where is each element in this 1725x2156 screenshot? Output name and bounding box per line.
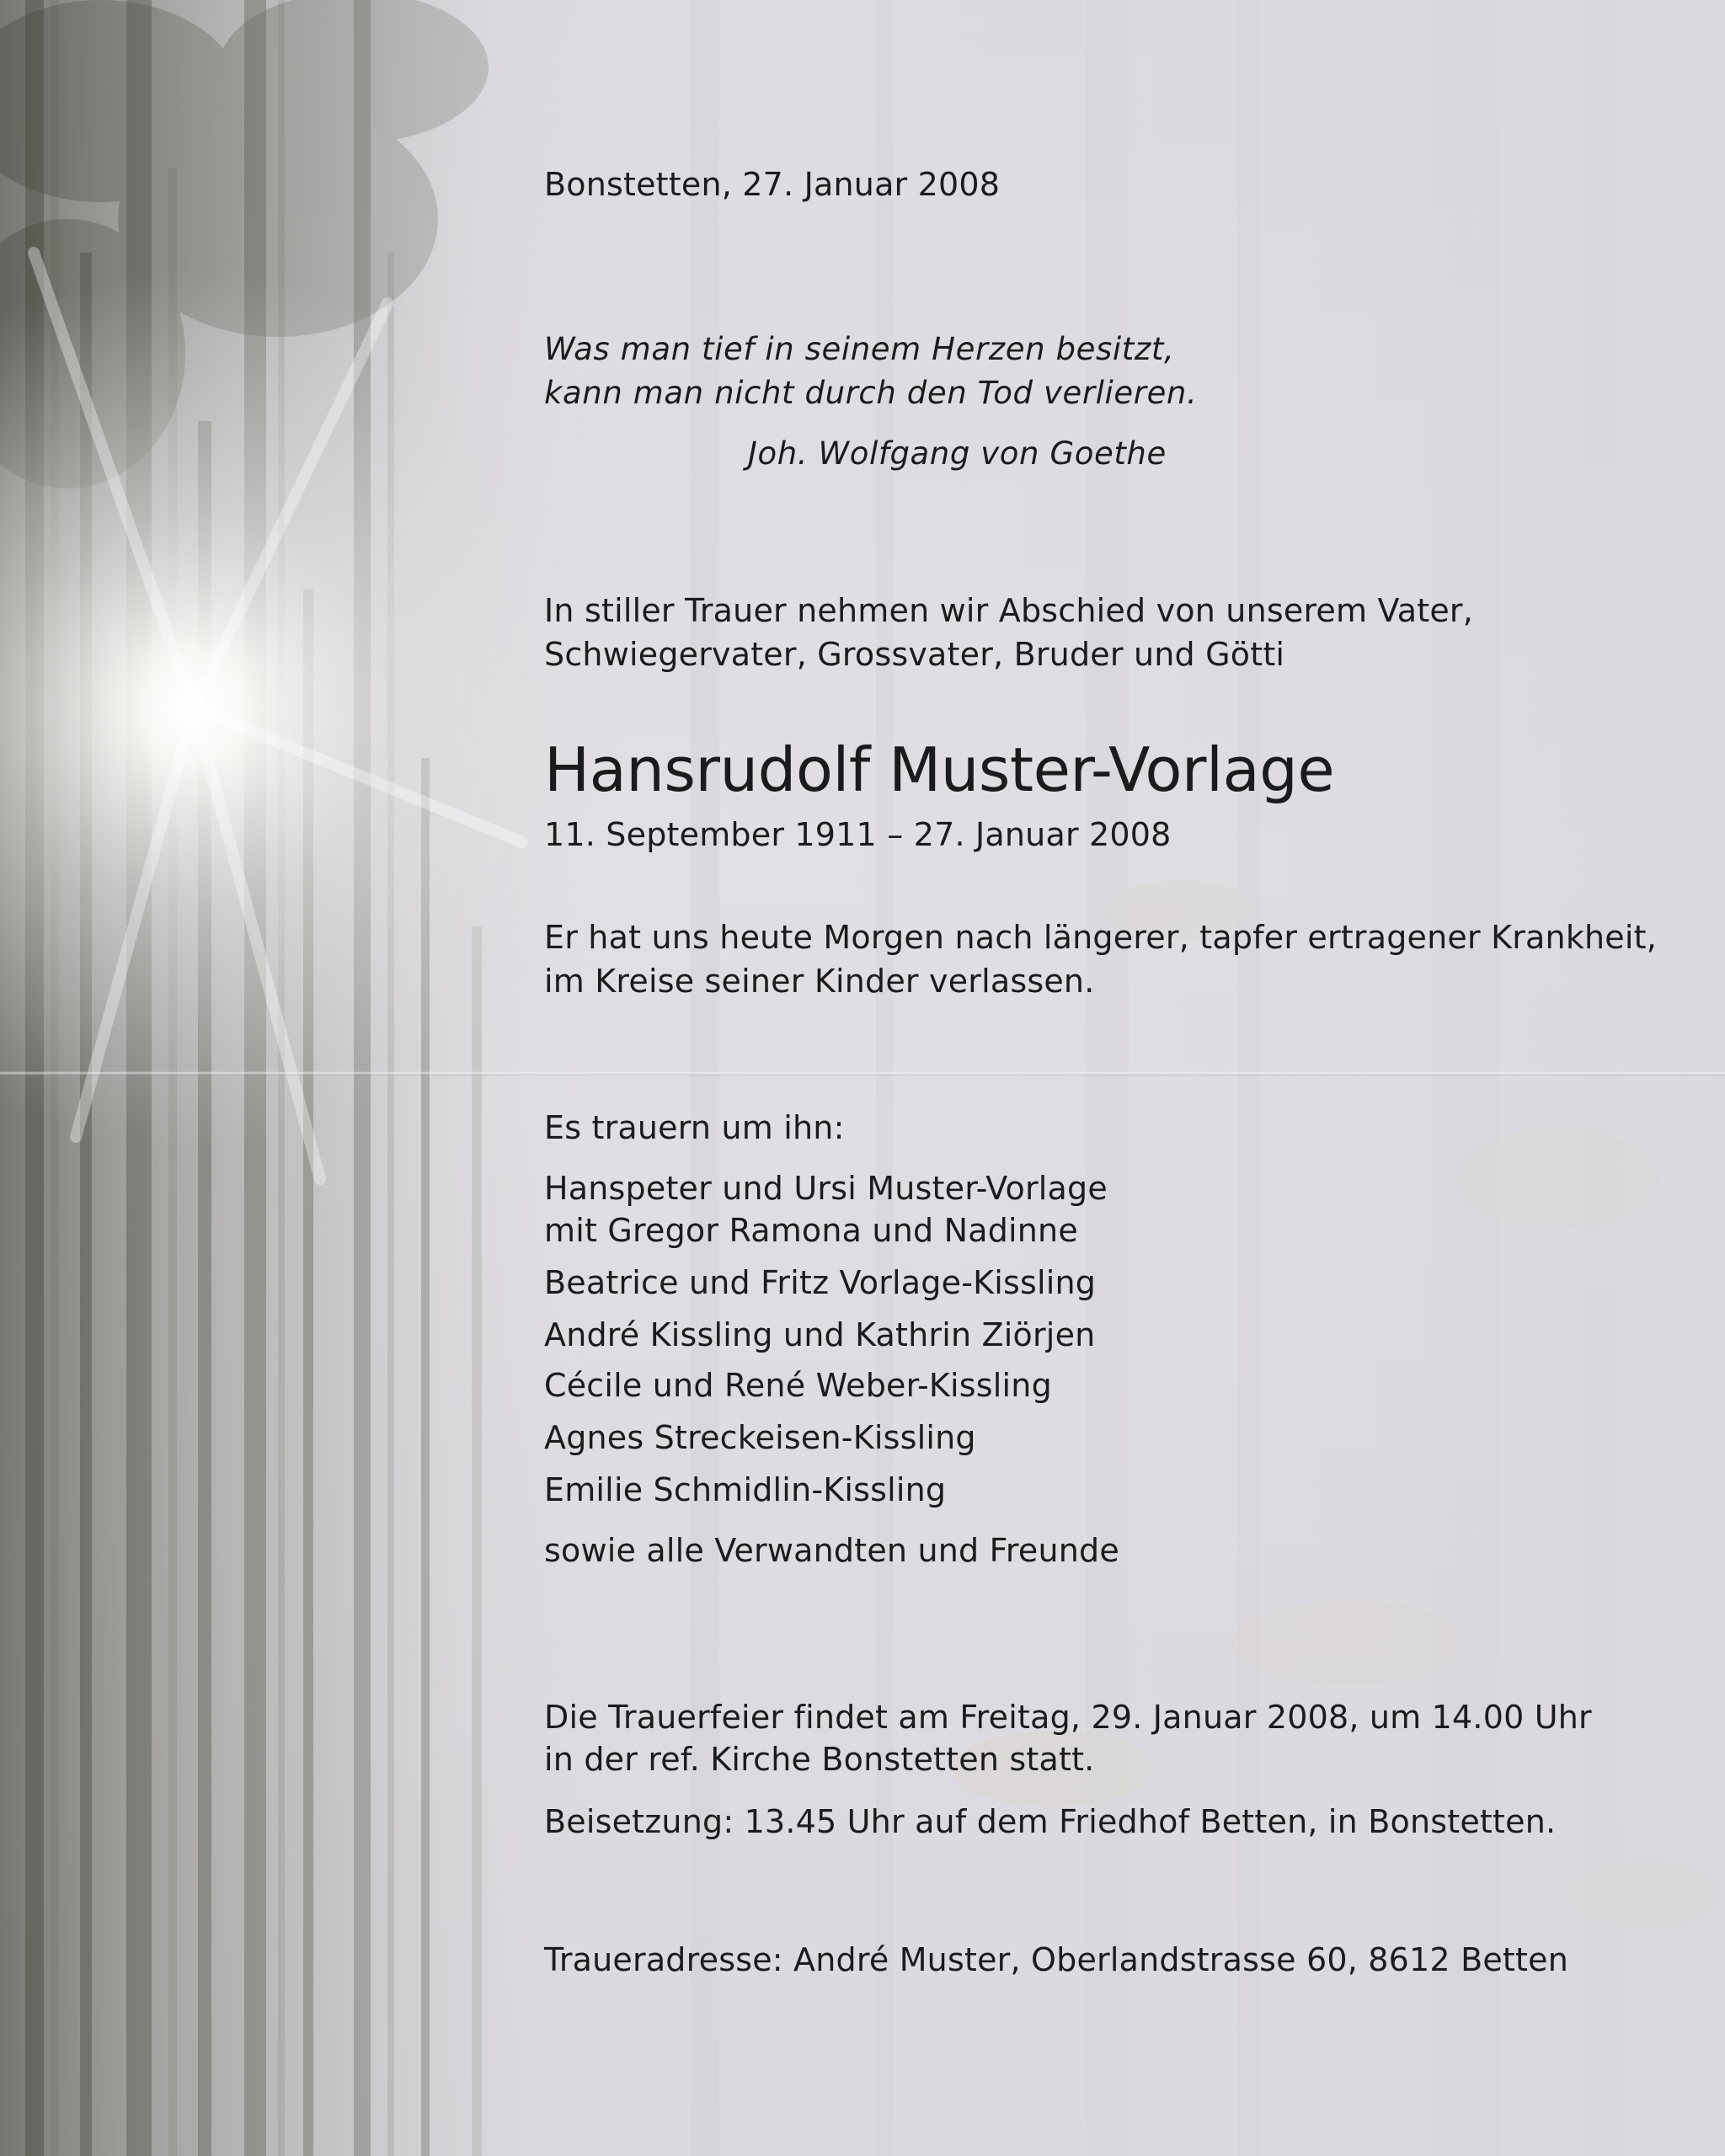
quote-author: Joh. Wolfgang von Goethe xyxy=(748,435,1167,472)
mourner-item: Cécile und René Weber-Kissling xyxy=(544,1367,1052,1404)
message-line-1: Er hat uns heute Morgen nach längerer, tapfer ertragener Krankheit, xyxy=(544,919,1658,956)
mourning-address: Traueradresse: André Muster, Oberlandstrasse 60, 8612 Betten xyxy=(544,1941,1568,1978)
mourners-closing: sowie alle Verwandten und Freunde xyxy=(544,1532,1119,1569)
ceremony-line-1: Die Trauerfeier findet am Freitag, 29. Januar 2008, um 14.00 Uhr xyxy=(544,1699,1592,1736)
mourners-heading: Es trauern um ihn: xyxy=(544,1109,845,1146)
mourner-item: Hanspeter und Ursi Muster-Vorlage xyxy=(544,1170,1108,1207)
mourner-item: Beatrice und Fritz Vorlage-Kissling xyxy=(544,1264,1097,1301)
deceased-name: Hansrudolf Muster-Vorlage xyxy=(544,734,1335,805)
quote-line-1: Was man tief in seinem Herzen besitzt, xyxy=(544,331,1175,367)
deceased-dates: 11. September 1911 – 27. Januar 2008 xyxy=(544,816,1172,853)
message-line-2: im Kreise seiner Kinder verlassen. xyxy=(544,963,1095,1000)
ceremony-line-2: in der ref. Kirche Bonstetten statt. xyxy=(544,1741,1095,1778)
mourner-item: André Kissling und Kathrin Ziörjen xyxy=(544,1316,1096,1353)
mourner-item: Emilie Schmidlin-Kissling xyxy=(544,1471,947,1508)
place-date: Bonstetten, 27. Januar 2008 xyxy=(544,166,1001,203)
mourner-item: mit Gregor Ramona und Nadinne xyxy=(544,1212,1078,1249)
intro-line-1: In stiller Trauer nehmen wir Abschied von unserem Vater, xyxy=(544,592,1474,629)
intro-line-2: Schwiegervater, Grossvater, Bruder und Götti xyxy=(544,636,1285,673)
mourner-item: Agnes Streckeisen-Kissling xyxy=(544,1419,976,1456)
quote-line-2: kann man nicht durch den Tod verlieren. xyxy=(544,375,1198,411)
obituary-text xyxy=(544,0,1658,2156)
burial-info: Beisetzung: 13.45 Uhr auf dem Friedhof Betten, in Bonstetten. xyxy=(544,1803,1557,1840)
